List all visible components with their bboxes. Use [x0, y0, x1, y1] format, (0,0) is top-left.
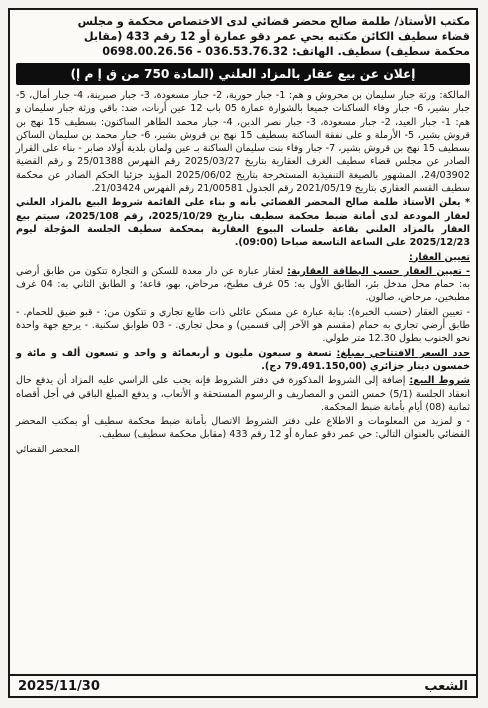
publication-date: 2025/11/30 — [18, 678, 100, 694]
property-card-paragraph — [16, 265, 470, 305]
property-card-text: لعقار عبارة عن دار معدة للسكن و التجارة تتكون من طابق أرضي به: حمام محل مدخل بئر، الطابق الأول به: 05 غرف مطبخ، مرحاض، بهو، قاعة؛ و الطابق الثاني به: 04 غرف مطبخين، مرحاض، صالون. — [16, 265, 471, 304]
auction-announcement: * يعلن الأستاذ طلمة صالح المحضر القضائي بأنه و بناء على القائمة شروط البيع بالمزاد العلني لعقار المودعة لدى أمانة ضبط محكمة سطيف بتاريخ 2025/10/29، رقم 2025/108، سيتم بيع العقار بالمزاد العلني بقاعة جلسات البيوع العقارية بمحكمة سطيف الجلسة المؤجلة ليوم 2025/12/23 على الساعة التاسعة صباحا (09:00). — [16, 197, 471, 249]
notice-body — [16, 89, 470, 442]
header-line-1: مكتب الأستاذ/ طلمة صالح محضر قضائي لدى الاختصاص محكمة و مجلس — [77, 15, 470, 28]
opening-price-title: حدد السعر الافتتاحي بمبلغ: — [336, 347, 471, 359]
sale-conditions-paragraph — [16, 374, 470, 414]
opening-price-paragraph — [16, 347, 470, 374]
property-expertise-paragraph: - تعيين العقار (حسب الخبرة): بناية عبارة عن مسكن عائلي ذات طابع تجاري و تتكون من: - قبو ضيق للحمام. - طابق أرضي تجاري به حمام (مقسم هو الآخر إلى قسمين) و محل تجاري. - 03 طوابق سكنية. - يرجع جهة واحدة نحو الجنوب بطول 12.30 متر طولي. — [16, 306, 471, 345]
property-title: تعيين العقار: — [409, 251, 470, 263]
sale-conditions-title: شروط البيع: — [409, 375, 470, 387]
newspaper-footer — [10, 674, 476, 696]
header-line-3: محكمة سطيف) سطيف. الهاتف: 036.53.76.32 - 0698.00.26.56 — [102, 45, 470, 58]
notice-title-banner: إعلان عن بيع عقار بالمزاد العلني (المادة 750 من ق إ م إ) — [16, 63, 470, 85]
parties-paragraph: المالكة: ورثة جبار سليمان بن محروش و هم: 1- جبار حورية، 2- جبار مسعودة، 3- جبار صبرينة، 4- جبار أمال، 5- جبار بشير، 6- جبار وفاء الساكنات جميعا بالشوارة عمارة 05 باب 12 عين أرنات، ضد: باقي ورثة جبار سليمان و هم: 1- جبار العيد، 2- جبار مسعودة، 3- جبار نصر الدين، 4- جبار محمد الطاهر الساكنون: بسطيف 15 نهج بن قروش بشير، 5- الأرملة و على نفقة الساكنة بسطيف 15 نهج بن قروش بشير، 6- جبار محمد بن سليمان الساكن بسطيف 15 نهج بن قروش بشير، 7- جبار وفاء بنت سليمان الساكنة بـ عين ولمان بلدية أولاد صابر - بناء على القرار الصادر عن مجلس قضاء سطيف الغرف العقارية بتاريخ 2025/03/27 رقم الفهرس 25/01388 و رقم القضية 24/03902، المشهور بالصيغة التنفيذية المستخرجة بتاريخ 2025/06/02 المؤيد جزئيا الحكم الصادر عن محكمة سطيف القسم العقاري بتاريخ 2021/05/19 رقم الجدول 21/00581 رقم الفهرس 21/03424. — [16, 90, 471, 195]
sale-conditions-text: إضافة إلى الشروط المذكورة في دفتر الشروط فإنه يجب على الراسي عليه المزاد أن يدفع حال انعقاد الجلسة (5/1) خمس الثمن و المصاريف و الرسوم المستحقة و الأتعاب، و يدفع المبلغ الباقي في أجل أقصاه ثمانية (08) أيام بأمانة ضبط المحكمة. — [16, 375, 470, 413]
bailiff-header — [16, 14, 470, 59]
newspaper-name: الشعب — [424, 678, 468, 694]
signature: المحضر القضائي — [16, 443, 80, 455]
header-line-2: قضاء سطيف الكائن مكتبه بحي عمر دقو عمارة أو 12 رقم 433 (مقابل — [83, 30, 470, 43]
legal-notice — [8, 8, 478, 698]
property-section-title — [16, 251, 470, 264]
opening-price-text: تسعة و سبعون مليون و أربعمائة و واحد و تسعون ألف و مائة و خمسون دينار جزائري (79.491.150,00 دج). — [16, 347, 470, 372]
property-card-title: - تعيين العقار حسب البطاقة العقارية: — [287, 265, 470, 277]
contact-paragraph: - و لمزيد من المعلومات و الاطلاع على دفتر الشروط الاتصال بأمانة ضبط محكمة سطيف أو بمكتب المحضر القضائي بالعنوان التالي: حي عمر دقو عمارة أو 12 رقم 433 (مقابل محكمة سطيف) سطيف. — [16, 416, 470, 441]
